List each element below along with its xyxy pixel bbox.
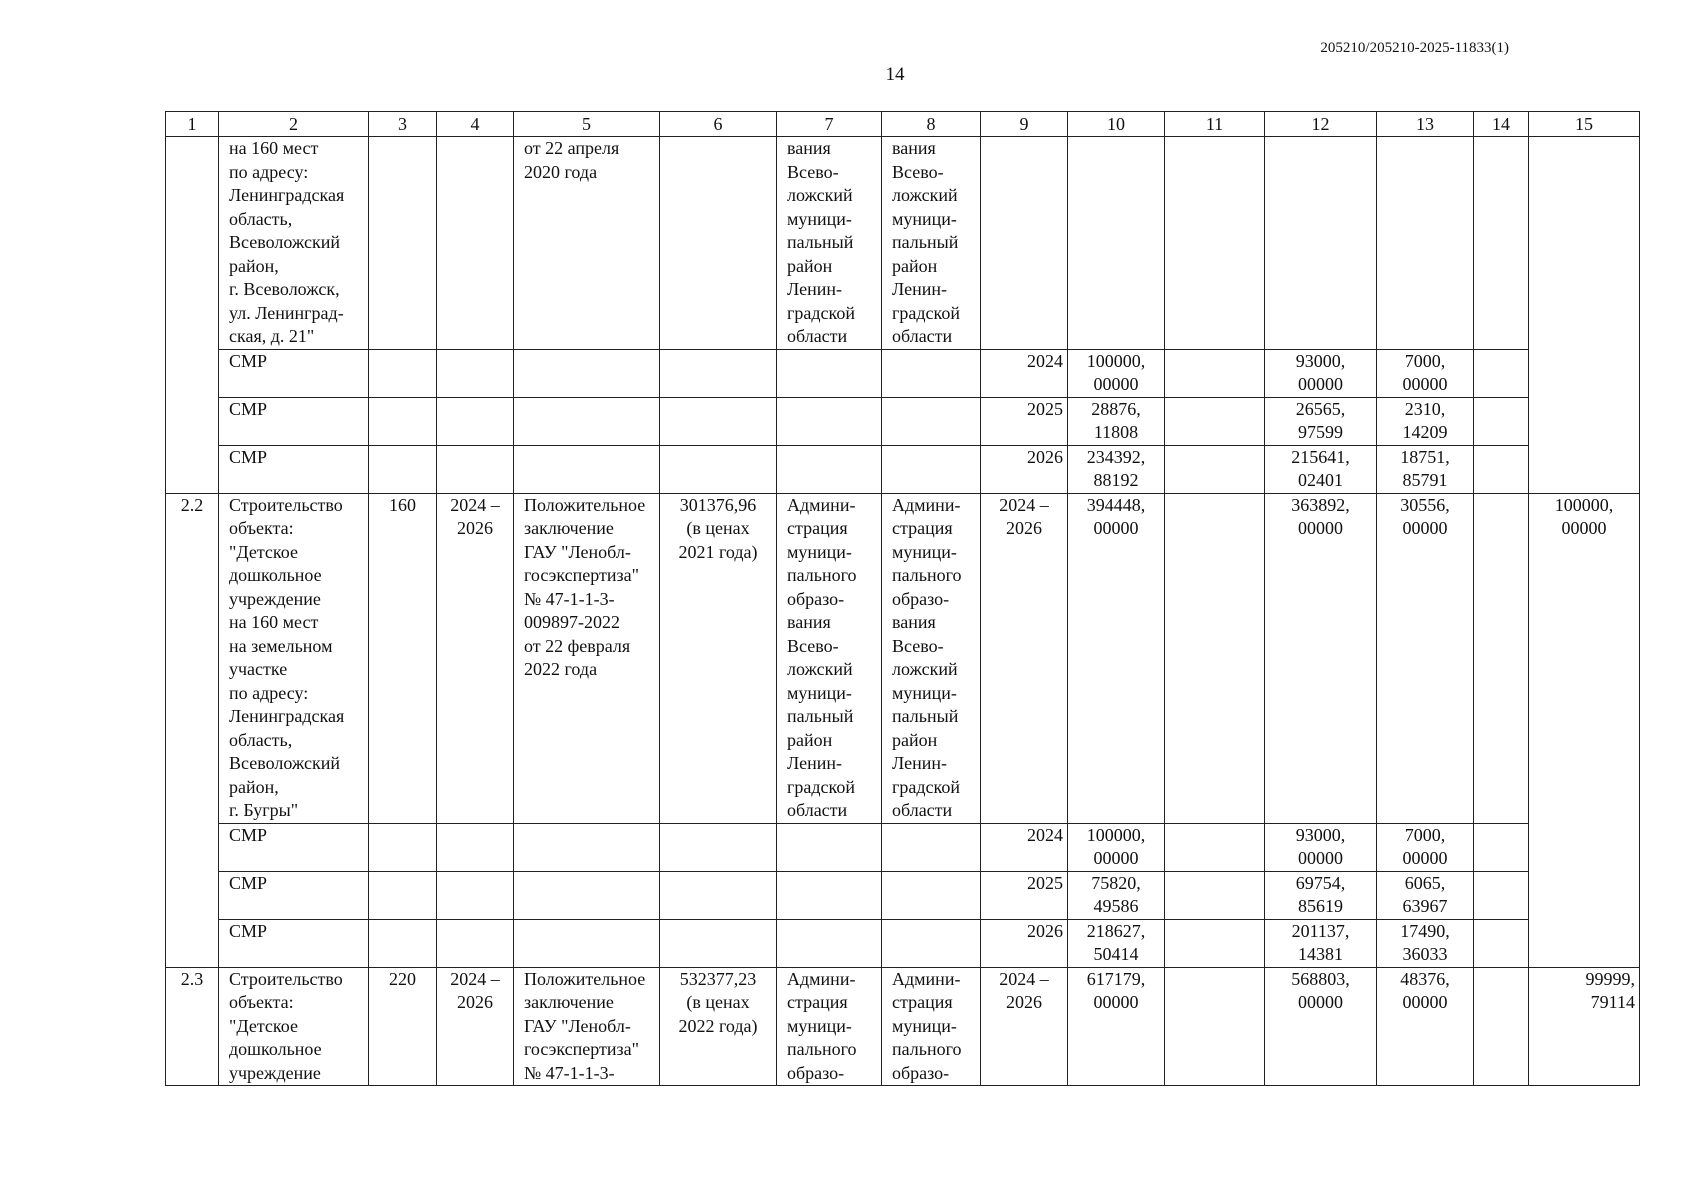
sub-regional: 215641, 02401 xyxy=(1265,445,1377,493)
col15 xyxy=(1529,137,1640,494)
table-row xyxy=(166,823,1640,871)
sub-year: 2024 xyxy=(981,823,1068,871)
sub-total: 28876, 11808 xyxy=(1068,397,1165,445)
customer: Админи- страция муници- пального образо- xyxy=(777,967,882,1086)
federal xyxy=(1165,493,1265,823)
col-header: 3 xyxy=(369,112,437,137)
table-row xyxy=(166,493,1640,823)
table-row xyxy=(166,445,1640,493)
col-header: 2 xyxy=(219,112,369,137)
regional xyxy=(1265,137,1377,350)
sub-label: СМР xyxy=(219,397,369,445)
row-number xyxy=(166,137,219,494)
total: 617179, 00000 xyxy=(1068,967,1165,1086)
col-header: 14 xyxy=(1474,112,1529,137)
other xyxy=(1474,493,1529,823)
col-header: 13 xyxy=(1377,112,1474,137)
capacity xyxy=(369,137,437,350)
sub-regional: 201137, 14381 xyxy=(1265,919,1377,967)
sub-year: 2024 xyxy=(981,349,1068,397)
table-row xyxy=(166,137,1640,350)
col-header: 1 xyxy=(166,112,219,137)
sub-total: 75820, 49586 xyxy=(1068,871,1165,919)
sub-year: 2026 xyxy=(981,919,1068,967)
years xyxy=(981,137,1068,350)
period: 2024 – 2026 xyxy=(437,967,514,1086)
federal xyxy=(1165,967,1265,1086)
sub-local: 7000, 00000 xyxy=(1377,823,1474,871)
local: 30556, 00000 xyxy=(1377,493,1474,823)
object-name: Строительство объекта: "Детское дошкольное учреждение xyxy=(219,967,369,1086)
years: 2024 – 2026 xyxy=(981,493,1068,823)
sub-regional: 93000, 00000 xyxy=(1265,823,1377,871)
regional: 363892, 00000 xyxy=(1265,493,1377,823)
sub-total: 234392, 88192 xyxy=(1068,445,1165,493)
federal xyxy=(1165,137,1265,350)
col-header: 10 xyxy=(1068,112,1165,137)
table-row xyxy=(166,397,1640,445)
sub-local: 17490, 36033 xyxy=(1377,919,1474,967)
col15: 99999, 79114 xyxy=(1529,967,1640,1086)
other xyxy=(1474,967,1529,1086)
program-table xyxy=(165,111,1640,1086)
table-row xyxy=(166,967,1640,1086)
table-row xyxy=(166,919,1640,967)
customer: вания Всево- ложский муници- пальный район Ленин- градской области xyxy=(777,137,882,350)
developer: Админи- страция муници- пального образо- xyxy=(882,967,981,1086)
other xyxy=(1474,137,1529,350)
sub-local: 18751, 85791 xyxy=(1377,445,1474,493)
col-header: 8 xyxy=(882,112,981,137)
col-header: 9 xyxy=(981,112,1068,137)
column-numbers-row xyxy=(166,112,1640,137)
col-header: 5 xyxy=(514,112,660,137)
sub-local: 7000, 00000 xyxy=(1377,349,1474,397)
sub-label: СМР xyxy=(219,823,369,871)
col-header: 12 xyxy=(1265,112,1377,137)
sub-total: 100000, 00000 xyxy=(1068,349,1165,397)
col-header: 15 xyxy=(1529,112,1640,137)
total xyxy=(1068,137,1165,350)
capacity: 160 xyxy=(369,493,437,823)
cost xyxy=(660,137,777,350)
sub-label: СМР xyxy=(219,919,369,967)
object-name: Строительство объекта: "Детское дошкольное учреждение на 160 мест на земельном участке по адресу: Ленинградская область, Всеволожский район, г. Бугры" xyxy=(219,493,369,823)
cost: 301376,96 (в ценах 2021 года) xyxy=(660,493,777,823)
sub-year: 2026 xyxy=(981,445,1068,493)
expertise: от 22 апреля 2020 года xyxy=(514,137,660,350)
customer: Админи- страция муници- пального образо- вания Всево- ложский муници- пальный район Ленин- градской области xyxy=(777,493,882,823)
sub-local: 2310, 14209 xyxy=(1377,397,1474,445)
developer: Админи- страция муници- пального образо- вания Всево- ложский муници- пальный район Ленин- градской области xyxy=(882,493,981,823)
table-row xyxy=(166,871,1640,919)
sub-local: 6065, 63967 xyxy=(1377,871,1474,919)
col15: 100000, 00000 xyxy=(1529,493,1640,967)
sub-label: СМР xyxy=(219,445,369,493)
cost: 532377,23 (в ценах 2022 года) xyxy=(660,967,777,1086)
object-name: на 160 мест по адресу: Ленинградская область, Всеволожский район, г. Всеволожск, ул. Ленинград- ская, д. 21" xyxy=(219,137,369,350)
col-header: 11 xyxy=(1165,112,1265,137)
period xyxy=(437,137,514,350)
sub-total: 218627, 50414 xyxy=(1068,919,1165,967)
col-header: 6 xyxy=(660,112,777,137)
sub-year: 2025 xyxy=(981,871,1068,919)
col-header: 7 xyxy=(777,112,882,137)
sub-year: 2025 xyxy=(981,397,1068,445)
table-row xyxy=(166,349,1640,397)
sub-label: СМР xyxy=(219,349,369,397)
local xyxy=(1377,137,1474,350)
capacity: 220 xyxy=(369,967,437,1086)
regional: 568803, 00000 xyxy=(1265,967,1377,1086)
page-number: 14 xyxy=(885,64,905,85)
developer: вания Всево- ложский муници- пальный район Ленин- градской области xyxy=(882,137,981,350)
expertise: Положительное заключение ГАУ "Ленобл- госэкспертиза" № 47-1-1-3- xyxy=(514,967,660,1086)
sub-total: 100000, 00000 xyxy=(1068,823,1165,871)
col-header: 4 xyxy=(437,112,514,137)
document-id: 205210/205210-2025-11833(1) xyxy=(1320,40,1509,56)
local: 48376, 00000 xyxy=(1377,967,1474,1086)
years: 2024 – 2026 xyxy=(981,967,1068,1086)
row-number: 2.2 xyxy=(166,493,219,967)
period: 2024 – 2026 xyxy=(437,493,514,823)
sub-regional: 26565, 97599 xyxy=(1265,397,1377,445)
row-number: 2.3 xyxy=(166,967,219,1086)
sub-label: СМР xyxy=(219,871,369,919)
sub-regional: 93000, 00000 xyxy=(1265,349,1377,397)
expertise: Положительное заключение ГАУ "Ленобл- госэкспертиза" № 47-1-1-3- 009897-2022 от 22 февраля 2022 года xyxy=(514,493,660,823)
total: 394448, 00000 xyxy=(1068,493,1165,823)
sub-regional: 69754, 85619 xyxy=(1265,871,1377,919)
